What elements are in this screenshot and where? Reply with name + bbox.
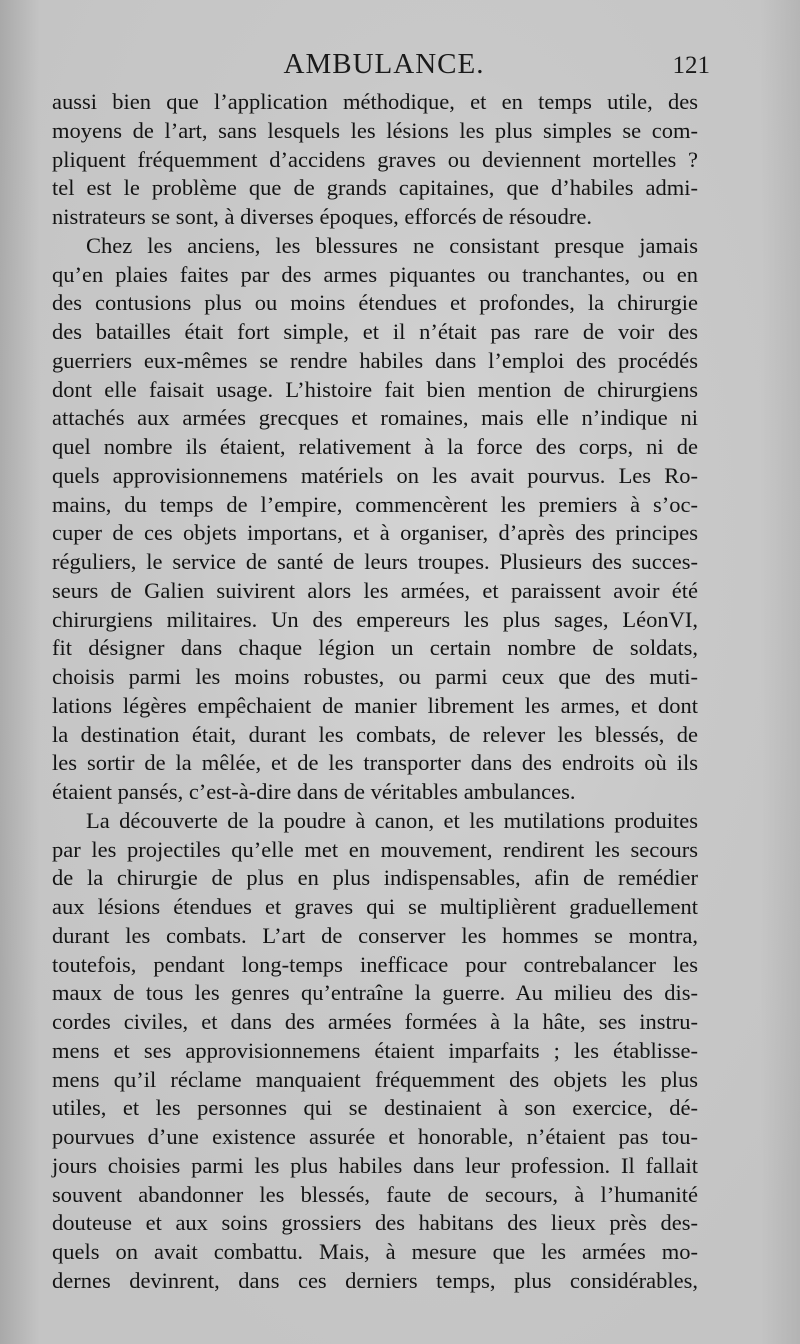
text-line: toutefois, pendant long-temps inefficace pour contrebalancer les	[52, 951, 698, 977]
text-line: dernes devinrent, dans ces derniers temps, plus considérables,	[52, 1267, 698, 1293]
text-line: de la chirurgie de plus en plus indispensables, afin de remédier	[52, 865, 698, 891]
text-line: nistrateurs se sont, à diverses époques, efforcés de résoudre.	[52, 204, 593, 229]
text-line: cuper de ces objets importans, et à organiser, d’après des principes	[52, 520, 698, 546]
text-line: cordes civiles, et dans des armées formées à la hâte, ses instru-	[52, 1009, 698, 1034]
text-line: quels on avait combattu. Mais, à mesure que les armées mo-	[52, 1239, 698, 1264]
text-line: la destination était, durant les combats, de relever les blessés, de	[52, 721, 698, 747]
text-line: réguliers, le service de santé de leurs troupes. Plusieurs des succes-	[52, 549, 698, 574]
text-line: par les projectiles qu’elle met en mouvement, rendirent les secours	[52, 836, 698, 862]
text-line: attachés aux armées grecques et romaines, mais elle n’indique ni	[52, 405, 698, 431]
text-line: mens qu’il réclame manquaient fréquemment des objets les plus	[52, 1066, 698, 1092]
text-line: fit désigner dans chaque légion un certain nombre de soldats,	[52, 635, 698, 661]
text-line: jours choisies parmi les plus habiles dans leur profession. Il fallait	[52, 1152, 698, 1178]
text-line: guerriers eux-mêmes se rendre habiles dans l’emploi des procédés	[52, 347, 698, 373]
text-line: souvent abandonner les blessés, faute de secours, à l’humanité	[52, 1181, 698, 1207]
page-header	[58, 48, 710, 88]
text-line: tel est le problème que de grands capitaines, que d’habiles admi-	[52, 175, 698, 201]
text-line: maux de tous les genres qu’entraîne la guerre. Au milieu des dis-	[52, 980, 698, 1006]
text-line: les sortir de la mêlée, et de les transporter dans des endroits où ils	[52, 750, 698, 776]
text-line: quels approvisionnemens matériels on les avait pourvus. Les Ro-	[52, 462, 698, 488]
text-line: douteuse et aux soins grossiers des habitans des lieux près des-	[52, 1210, 698, 1236]
text-line: chirurgiens militaires. Un des empereurs les plus sages, LéonVI,	[52, 606, 698, 632]
text-line: aux lésions étendues et graves qui se multiplièrent graduellement	[52, 894, 698, 919]
text-line: utiles, et les personnes qui se destinaient à son exercice, dé-	[52, 1095, 698, 1121]
text-line: mains, du temps de l’empire, commencèrent les premiers à s’oc-	[52, 491, 698, 517]
text-line: pourvues d’une existence assurée et honorable, n’étaient pas tou-	[52, 1124, 698, 1149]
text-line: dont elle faisait usage. L’histoire fait bien mention de chirurgiens	[52, 376, 698, 402]
text-line: aussi bien que l’application méthodique, et en temps utile, des	[52, 89, 698, 114]
text-line: lations légères empêchaient de manier librement les armes, et dont	[52, 692, 698, 718]
text-line: pliquent fréquemment d’accidens graves ou deviennent mortelles ?	[52, 146, 698, 172]
page-number: 121	[672, 52, 710, 79]
text-line: choisis parmi les moins robustes, ou parmi ceux que des muti-	[52, 664, 698, 689]
text-line: des batailles était fort simple, et il n’était pas rare de voir des	[52, 319, 698, 344]
text-line: seurs de Galien suivirent alors les armées, et paraissent avoir été	[52, 577, 698, 603]
text-line: quel nombre ils étaient, relativement à la force des corps, ni de	[52, 434, 698, 459]
text-line: des contusions plus ou moins étendues et profondes, la chirurgie	[52, 290, 698, 316]
text-line: moyens de l’art, sans lesquels les lésions les plus simples se com-	[52, 117, 698, 143]
body-text	[52, 88, 698, 1296]
running-title: AMBULANCE.	[283, 48, 485, 80]
text-line: qu’en plaies faites par des armes piquantes ou tranchantes, ou en	[52, 261, 698, 287]
text-line: La découverte de la poudre à canon, et les mutilations produites	[86, 807, 698, 833]
text-line: mens et ses approvisionnemens étaient imparfaits ; les établisse-	[52, 1037, 698, 1063]
text-line: étaient pansés, c’est-à-dire dans de véritables ambulances.	[52, 779, 576, 804]
text-line: Chez les anciens, les blessures ne consistant presque jamais	[86, 232, 698, 258]
text-line: durant les combats. L’art de conserver les hommes se montra,	[52, 922, 698, 948]
